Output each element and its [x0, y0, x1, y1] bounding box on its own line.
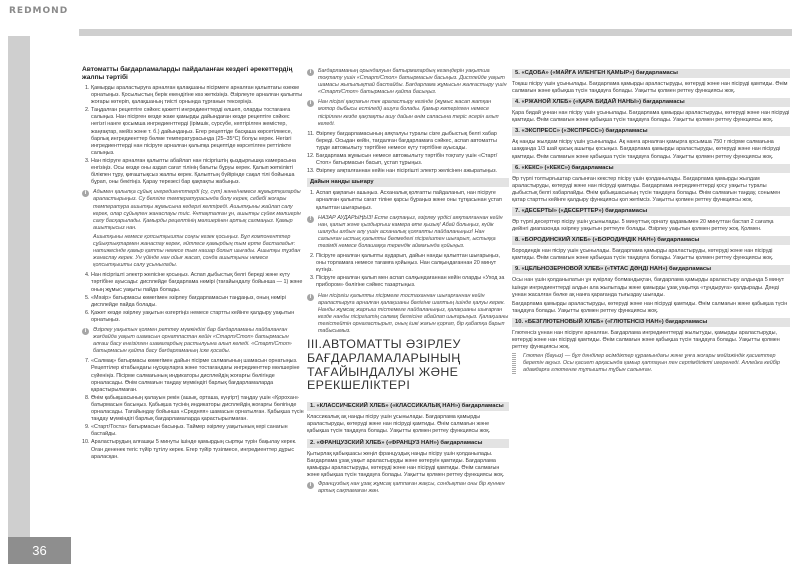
program-text: Ақ нанды жылдам пісіру үшін ұсынылады. Ақ нанға арналған қамырға қосымша 750 г пісірме салмағына шаққанда 1/3 шай қасық ашытқы қосыңыз. Бағдарлама қамырды араластыруды, көтеруді және нан пісіруді қамтиды. Өнім салмағын және қабықша түсін таңдауға болады. Уақытты қолмен реттеу функциясы жоқ. [512, 139, 781, 160]
program-title: 6. «КЕКС» («КЕКС») бағдарламасы [512, 164, 790, 173]
list-item: 5. «Мәзір» батырмасы көмегімен әзірлеу бағдарламасын таңдаңыз, оның нөмірі дисплейде пайда болады. [91, 295, 304, 309]
program-title: 9. «ЦЕЛЬНОЗЕРНОВОЙ ХЛЕБ» («ТҰТАС ДӘНДІ НАН») бағдарламасы [512, 265, 790, 274]
list-item: 8. Өнім қабықшасының қалауын рекін (ашық, орташа, күңгірт) таңдау үшін «Қорохан» батырмасын басыңыз. Қабықша түсінің индикаторы дисплейдің жоғарғы бөлігінде орналасады. Тағайындау бойынша «Средняя» шамасын орнатылған. Қабықша түсін таңдау мүмкіндігі барлық бағдарламаларда қарастырылмаған. [91, 395, 304, 423]
info-icon: i [307, 100, 314, 107]
info-icon: i [82, 190, 89, 197]
note-text: Ашытқыны немесе қопсытқышты соңғы кезек қосыңыз. Бұл компоненттер сұйықтықтармен жанаспау керек, әйтпесе қамырдың тым ерте басталадығ: натижесінде қамыр қатты немесе тым нашар болып шығады. Ашытқы тұздан жанаспау керек. Ун үйінде нан ойығ жасап, сонда ашытқыны немесе қопсытқышты салу ұсынылады. [93, 233, 301, 269]
program-title: 1. «КЛАССИЧЕСКИЙ ХЛЕБ» («КЛАССИКАЛЫҚ НАН») бағдарламасы [307, 402, 509, 411]
program-text: Бағдарлама қамырды араластыруды, көтеруді және нан пісіруді қамтиды. Өнім салмағын және қабықша түсін таңдауға болады. Уақытты қолмен реттеу функциясы жоқ. [512, 300, 788, 314]
program-text: Осы нан үшін қолданылатын ұн күкірлау болмандықтан, бағдарлама қамырды араластыру алдында 5 минут ішінде ингредиенттерді алдын ала жылытады және қамырды ұзақ уақытқа «тұндыруға» қалдырады. Дәнді ұннан жасалған бөлке ақ нанға қарағанда тығыздау шығады. [512, 277, 785, 298]
note-block [82, 327, 304, 355]
warning-text: НАЗАР АУДАРЫҢЫЗ! Есте сақтаңыз, әзірлеу үрдісі аяқталғаннан кейін нан, қалып және қыздырғыш камера өте қызық! Абай болыңыз, күйік шалуды алдын алу үшін асханалық қолғапты пайдаланыңыз! Нан салынған ыстық қалыпты бөлмедегі пісіргіштен шығарып, ыстыққа төзімді немесе болашаққа терендік аймағында қойыңыз. [318, 214, 503, 249]
side-rule [8, 36, 30, 564]
list-item: 7. «Салмақ» батырмасы көмегімен дайын пісірме салмағының шамасын орнатыңыз. Рецептілер кітабындағы нұсқауларға және тостағандағы ингредиенттер мөлшеріне сүйеніңіз. Пісірме салмағының индикаторы дисплейдің жоғарғы бөлігінде орналасады. Өнім салмағын таңдау мүмкіндігі барлық бағдарламаларда қарастырылмаған. [91, 358, 304, 393]
note-block [512, 353, 790, 374]
list-item: 12. Бағдарлама жұмысын немесе автожылыту тәртібін тоқтату үшін «Старт/Стоп» батырмасын басып, ұстап тұрыңыз. [316, 153, 509, 167]
steps-list-a [82, 85, 304, 186]
note-block [307, 293, 509, 336]
top-rule [79, 29, 792, 36]
program-title: 5. «СДОБА» («МАЙҒА ИЛЕНГЕН ҚАМЫР») бағдарламасы [512, 69, 790, 78]
info-icon: i [307, 482, 314, 489]
section-heading: Автоматты бағдарламаларды пайдаланған кездегі әрекеттердің жалпы тәртібі [82, 66, 293, 81]
program-text: Әр түрлі толтырғыштар салынған кекстер пісіру үшін қолданылады. Бағдарлама қамырды жылдам араластыруды, көтеруді және нан пісіруді қамтиды. Бағдарлама ингредиенттерді қосу уақыты туралы дыбыстық белгі хабарлайды. Өнім қабықшасының түсін таңдауға болады. Өнім салмағын таңдау, сонымен қатар стартты кейінге қалдыру функциясы қол жетімсіз. Уақытты қолмен реттеу функциясы жоқ. [512, 175, 781, 203]
program-title: 4. «РЖАНОЙ ХЛЕБ» («ҚАРА БИДАЙ НАНЫ») бағдарламасы [512, 98, 790, 107]
list-item: 13. Әзірлеу аяқталғаннан кейін нан пісіргішті электр желісінен ажыратыңыз. [316, 168, 509, 175]
section-bar: Дайын нанды шығару [307, 178, 509, 187]
program-title: 8. «БОРОДИНСКИЙ ХЛЕБ» («БОРОДИНДІК НАН») бағдарламасы [512, 236, 790, 245]
note-text: Әзірлеу уақытын қолмен реттеу мүмкіндігі бар бағдарламаны пайдаланған жағдайда уақыт шамасын орнатпастан кейін «Старт/Стоп» батырмасын алғаш басу енгізілген шамалардың растылуына алып келеді. «Старт/Стоп» батырмасын қайта басу бағдарламаның іске қосады. [93, 327, 292, 355]
steps-list-b [82, 272, 304, 324]
program-text: Қытырлақ қабықшасы жеңіл француздық нанды пісіру үшін қолданылады. Бағдарлама ұзақ уақыт араластыруды және көтеруін қамтиды. Бағдарлама қамырды араластыруды, көтеруді және нан пісіруді қамтиды. Өнім салмағын және қабықша түсін таңдауға болады. Уақытты қолмен реттеу функциясы жоқ. [307, 450, 505, 478]
program-text: Тоқаш пісіру үшін ұсынылады. Бағдарлама қамырды араластыруды, көтеруді және нан пісіруді қамтиды. Өнім салмағын және қабықша түсін таңдауға болады. Уақытты қолмен реттеу функциясы жоқ. [512, 81, 788, 95]
program-title: 10. «БЕЗГЛЮТЕНОВЫЙ ХЛЕБ» («ГЛЮТЕНСІЗ НАН») бағдарламасы [512, 318, 790, 327]
list-item: 3. Пісіруге арналған қалып мен аспап салқындағаннан кейін оларды «Уход за прибором» бөлігіне сәйкес тазартыңыз. [316, 275, 509, 289]
list-item: 9. «Старт/Тоста» батырмасын басыңыз. Таймер әзірлеу уақытының кері санағын бастайды. [91, 424, 304, 438]
note-text: Француздық нан ұзақ жұмсақ қатпаған жақсы, сондықтан оны бір күннен артық сақтамаған жөн. [318, 480, 505, 495]
program-text: Бородиндік нан пісіру үшін ұсынылады. Бағдарлама қамырды араластыруды, көтеруді және нан пісіруді қамтиды. Өнім салмағын және қабықша түсін таңдауға болады. Уақытты қолмен реттеу функциясы жоқ. [512, 248, 774, 262]
column-2 [307, 66, 509, 498]
list-item: 1. Қамырды араластыруға арналған қалақшаны пісірмеге арналған қалыптағы өзекке орнатыңыз. Қосылыстың берік екендігіне көз жеткізіңіз. Әзірлеуге арналған қалыпты жоғары көтеріп, қалақшаның тиісті орнында тұрғанын тексеріңіз. [91, 85, 304, 106]
column-1 [82, 66, 304, 464]
chapter-title: III.АВТОМАТТЫ ӘЗІРЛЕУ БАҒДАРЛАМАЛАРЫНЫҢ ТАҒАЙЫНДАЛУЫ ЖӘНЕ ЕРЕКШЕЛІКТЕРІ [307, 337, 461, 393]
program-text: Әр түрлі десерттер пісіру үшін ұсынылады. 5 минуттық орнату қадамымен 20 минуттан бастап 2 сағатқа дейінгі диапазонда әзірлеу уақытын реттеуге болады. Әзірлеу уақытын қолмен реттеу жоқ. Қолмен. [512, 219, 774, 233]
steps-list-c [82, 358, 304, 460]
note-block [307, 68, 509, 96]
column-3 [512, 66, 790, 377]
note-block [307, 99, 509, 127]
list-item: 11. Әзірлеу бағдарламасының аяқталуы туралы сізге дыбыстық белгі хабар береді. Осыдан кейін, тағдалған бағдарламаға сәйкес, аспап автоматты түрде автожылыту тәртібіне немесе күту тәртібіне ауысады. [316, 131, 509, 152]
steps-list-d [307, 131, 509, 176]
steps-list-f [307, 253, 509, 289]
list-item: 3. Нан пісіруге арналған қалыпты абайлап нан пісіргіштің қыздырғышқа камерасына енгізіңіз. Осы кезде оны аздап сағат тілінің бағыты бұруы керек. Қалып жеткілікті білікпен тұру, қиғаштықсыз жалпы керек. Қалыптың бүйірінде сақал тілі бойынша бұрап, оны бекітіңіз. Қарау терезесі бар қақпақты жабыңыз. [91, 158, 304, 186]
program-title: 7. «ДЕСЕРТЫ» («ДЕСЕРТТЕР») бағдарламасы [512, 207, 790, 216]
program-title: 2. «ФРАНЦУЗСКИЙ ХЛЕБ» («ФРАНЦУЗ НАН») бағдарламасы [307, 439, 509, 448]
note-text: Глютен (бауыз) — бұл дәнділер өсімдіктер құрамындағы және ұнға жоғары мәйізжіндік қасиеттер беретін ақуыз. Осы қасиет арқасында қамыр қатпауын пен серпімділікті игеренеді. Аллейка кейбір адамдарға глютенге тұтышты тұбын салынған. [523, 353, 780, 374]
note-text: Адымен қалыпқа сұйық ингредиенттерді (су, сүт) және/немесе жұмыртқаларды араластырыңыз. Су белгіле температурасында болу керек, себебі жоғары температура ашытқы жұмысына кедергі келтіреді. Ашытқыны жайлап салу керек, олар сұйықпен жанаспауы тиіс. Ұнтақталған ұн, ашытқы сүйек мөлшерін салу басқарылады. Қамырды рецептінің мөлшерінен артық салмаңыз. Қамыр ашытқысыз нан. [93, 189, 301, 231]
list-item: 2. Пісіруге арналған қалыпты аударып, дайын нанды қалыптан шығарыңыз, оны торламаға немесе тағамға қойыңыз. Нан салқындағаннан 20 минут күтіңіз. [316, 253, 509, 274]
note-block [307, 481, 509, 495]
warning-icon: ! [307, 216, 314, 223]
info-icon: i [307, 294, 314, 301]
note-text: Нан пісіргі қақпағын тек араластыру кезінде (жұмыс жасап жатқан мотор дыбысы естіледі) ашуға болады. Қамыр көтерілген немесе пісірілген кезде қақпақты ашу дайын өнім сапасына теріс әсерін алып келеді. [318, 99, 499, 127]
note-text: Бағдарламаның орындалуын батырмалардың кезеңдерін уақытша тоқтату үшін «Старт/Стоп» батырмасын басыңыз. Дисплейде уақыт шамасы жыпылықтай бастайды. Бағдарлама жұмысын жалғастыру үшін «Старт/Стоп» батырмасын қайта басыңыз. [318, 68, 507, 96]
program-text: Қара бидай ұннан нан пісіру үшін ұсынылады. Бағдарлама қамырды араластыруды, көтеруді және нан пісіруді қамтиды. Өнім салмағын және қабықша түсін таңдауға болады. Уақытты қолмен реттеу функциясы жоқ. [512, 110, 790, 124]
list-item: 1. Аспап қақпағын ашыңыз. Асханалық қолғапты пайдаланып, нан пісіруге арналған қалыпты сағат тіліне қарсы бұраңыз және оны тұтқасынан ұстап қалыптан шығарыңыз. [316, 190, 509, 211]
note-block [82, 189, 304, 269]
info-icon: i [82, 328, 89, 335]
info-icon: i [307, 69, 314, 76]
program-title: 3. «ЭКСПРЕСС» («ЭКСПРЕСС») бағдарламасы [512, 127, 790, 136]
program-text: Классикалық ақ нанды пісіру үшін ұсынылады. Бағдарлама қамырды араластыруды, көтеруді және нан пісіруді қамтиды. Өнім салмағын және қабықша түсін таңдауға болады. Уақытты қолмен реттеу функциясы жоқ. [307, 414, 491, 435]
list-item: 10. Араластырудың алғашқы 5 минуты ішінде қамырдың сыртқы түрін бақылау керек. Оған дененек тегіс түйір тұтілу керек. Егер түйір түзілмесе, ингредиенттер дұрыс араласқан. [91, 439, 304, 460]
program-text: Глютенсіз ұннан нан пісіруге арналған. Бағдарлама ингредиенттерді жылытуды, қамырды араластыруды, көтеруді және нан пісіруді қамтиды. Өнім салмағын және қабықша түсін таңдауға болады. Уақытты қолмен реттеу функциясы жоқ. [512, 329, 780, 351]
list-item: 4. Нан пісіргішті электр желісіне қосыңыз. Аспап дыбыстық белгі береді және күту тәртібіне ауысады: дисплейде бағдарлама нөмірі (тағайындалу бойынша — 1) және оның жұмыс уақыты пайда болады. [91, 272, 304, 293]
list-item: 6. Қажет кезде әзірлеу уақытын өзгертіңіз немесе стартты кейінге қалдыру уақытын орнатыңыз. [91, 310, 304, 324]
note-text: Нан пісіргіш қалыпты пісірмеге тостаханнан шығарғаннан кейін араластыруға арналған қалақшаны бөлігіне шаптың ішінде қалуы керек. Нанды жұмсақ жарғыш тістемеге пайдаланыңыз, қалақшаны шығарған кезде нанды пісіргіштің салмақ белгісіне абайлап шығарыңыз. Қалақшаны тегістейтін орналастырып, оның ішкі жағын қорғап, бір қабатқа барып табысымыз. [318, 292, 509, 334]
steps-list-e [307, 190, 509, 211]
page-number: 36 [8, 537, 71, 564]
brand-logo: REDMOND [9, 6, 69, 16]
warning-block [307, 215, 509, 250]
note-marker-icon [512, 353, 516, 374]
list-item: 2. Таңдалған рецептіге сәйкес қажетті ингредиенттерді өлшеп, оларды тостағанға салыңыз. Нан пісірген кезде жаке қамырды дайындаған кезде рецептіге сәйкес негізгі нанге қосымша ингредиенттерді (ірімшік, сүрсүбе, кептірілген жемістер, жаңғақтар, мейіз және т. б.) дайындаңыз. Егер рецептіде басқаша көрсетілмесе, барлық ингредиенттер бөлме температурасында (25–35°С) болуы керек. Негізгі ингредиенттерді нан пісіруге арналған қалыпқа рецептіде көрсетілген реттілікте салыңыз. [91, 107, 304, 157]
